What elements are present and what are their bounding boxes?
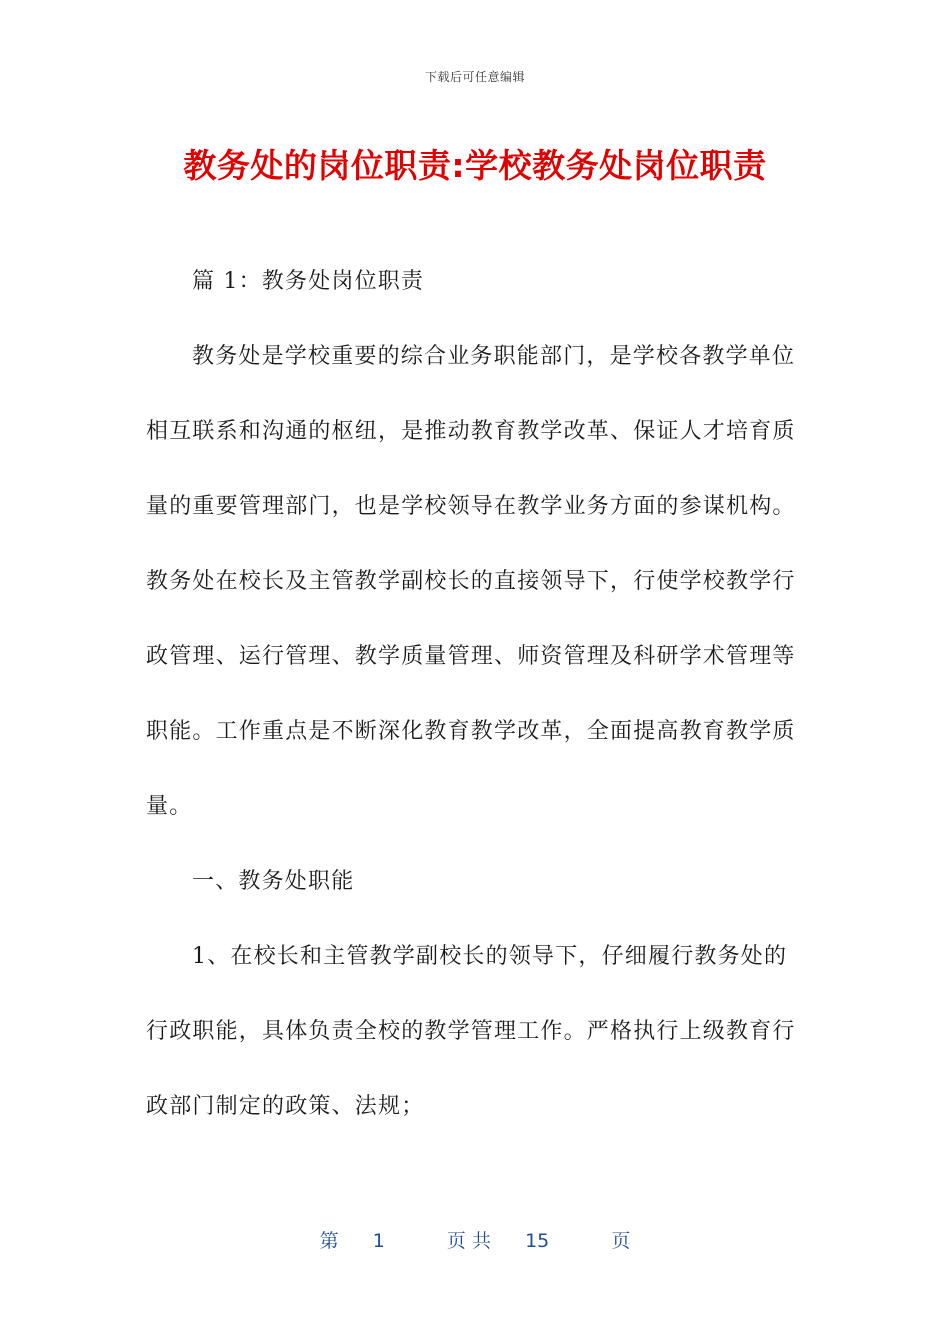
page-footer	[0, 1226, 950, 1253]
footer-current-page: 1	[372, 1230, 385, 1252]
footer-prefix: 第	[319, 1230, 339, 1252]
header-note: 下载后可任意编辑	[424, 70, 525, 84]
body-paragraph: 1、在校长和主管教学副校长的领导下，仔细履行教务处的行政职能，具体负责全校的教学管理工作。严格执行上级教育行政部门制定的政策、法规；	[146, 944, 796, 1119]
footer-middle: 页 共	[446, 1230, 491, 1252]
section-heading: 篇 1：教务处岗位职责	[192, 269, 425, 294]
footer-suffix: 页	[611, 1230, 631, 1252]
footer-total-pages: 15	[525, 1230, 550, 1252]
body-paragraph: 教务处是学校重要的综合业务职能部门，是学校各教学单位相互联系和沟通的枢纽，是推动教育教学改革、保证人才培育质量的重要管理部门，也是学校领导在教学业务方面的参谋机构。教务处在校长及主管教学副校长的直接领导下，行使学校教学行政管理、运行管理、教学质量管理、师资管理及科研学术管理等职能。工作重点是不断深化教育教学改革，全面提高教育教学质量。	[146, 344, 796, 819]
document-title: 教务处的岗位职责:学校教务处岗位职责	[183, 146, 767, 185]
document-body	[146, 244, 806, 1144]
section-heading: 一、教务处职能	[192, 869, 355, 894]
